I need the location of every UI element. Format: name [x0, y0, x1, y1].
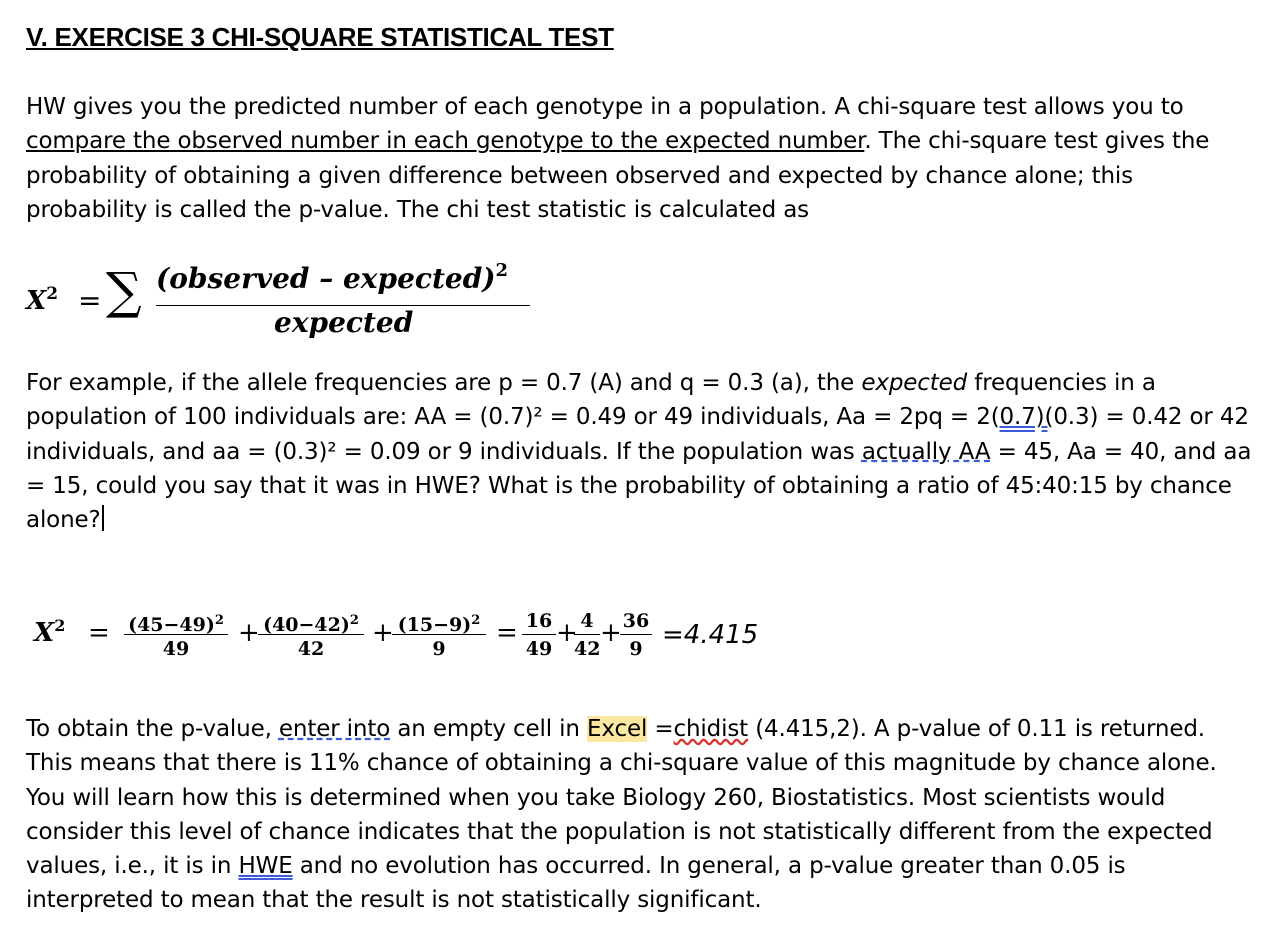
fraction-term: $(45-49)^2$ 49	[124, 608, 228, 661]
chi-square-calculation	[26, 600, 786, 672]
grammar-flag-text: enter into	[278, 716, 391, 742]
text-run: . The chi-square test gives the probability of obtaining a given difference between observed and expected by chance alone; this probability is called the p-value. The chi test statistic is calculated as	[26, 128, 1210, 223]
sigma-symbol: ∑	[106, 262, 142, 320]
text-run: and no evolution has occurred. In general, a p-value greater than 0.05 is interpreted to mean that the result is not statistically significant.	[26, 853, 1126, 914]
grammar-flag-text: actually AA	[861, 438, 991, 465]
formula-numerator: (observed – expected)$^2$	[156, 260, 509, 295]
equals-sign: =	[496, 618, 518, 648]
spelling-flag-text: chidist	[673, 716, 749, 742]
text-run: 0.3) = 0.42 or 42 individuals, and aa = (0.3)² = 0.09 or 9 individuals. If the population was	[26, 404, 1249, 465]
plus-sign: +	[372, 618, 394, 648]
intro-paragraph	[26, 90, 1258, 227]
grammar-flag-text: HWE	[238, 853, 293, 880]
italic-text: expected	[861, 370, 968, 396]
fraction-term: $(15-9)^2$ 9	[392, 608, 486, 661]
text-run: To obtain the p-value,	[26, 716, 279, 742]
formula-lhs: $X^2$	[34, 616, 66, 648]
equals-sign: =	[78, 284, 102, 317]
text-run: =	[647, 716, 674, 742]
plus-sign: +	[556, 618, 578, 648]
equals-sign: =	[88, 618, 110, 648]
formula-lhs: $X^2$	[26, 284, 59, 316]
text-cursor	[102, 505, 104, 531]
text-run: (4.415,2). A p-value of 0.11 is returned. This means that there is 11% chance of obtaining a chi-square value of this magnitude by chance alone. You will learn how this is determined when you take Biology 260, Biostatistics. Most scientists would consider this level of chance indicates that the population is not statistically different from the expected values, i.e., it is in	[26, 716, 1217, 880]
formula-result: =4.415	[662, 620, 759, 650]
highlighted-text: Excel	[587, 716, 648, 742]
example-paragraph	[26, 366, 1258, 537]
plus-sign: +	[238, 618, 260, 648]
text-run: an empty cell in	[390, 716, 588, 742]
grammar-flag-text: 0.7)(	[999, 404, 1054, 431]
text-run: = 45, Aa = 40, and aa = 15, could you say that it was in HWE? What is the probability of obtaining a ratio of 45:40:15 by chance alone?	[26, 438, 1252, 534]
section-heading: V. EXERCISE 3 CHI-SQUARE STATISTICAL TEST	[26, 22, 614, 52]
fraction-term: $(40-42)^2$ 42	[258, 608, 364, 661]
text-run: frequencies in a population of 100 individuals are: AA = (0.7)² = 0.49 or 49 individuals, Aa = 2pq = 2(	[26, 370, 1156, 431]
fraction-term: 4 42	[574, 610, 601, 660]
chi-square-formula	[26, 258, 586, 348]
text-run: For example, if the allele frequencies are p = 0.7 (A) and q = 0.3 (a), the	[26, 370, 862, 396]
pvalue-paragraph	[26, 712, 1258, 918]
fraction-term: 16 49	[522, 608, 556, 661]
plus-sign: +	[600, 618, 622, 648]
underlined-text: compare the observed number in each genotype to the expected number	[26, 128, 865, 155]
formula-denominator: expected	[274, 306, 414, 339]
text-run: HW gives you the predicted number of each genotype in a population. A chi-square test allows you to	[26, 94, 1184, 120]
fraction-term: 36 9	[620, 608, 652, 661]
